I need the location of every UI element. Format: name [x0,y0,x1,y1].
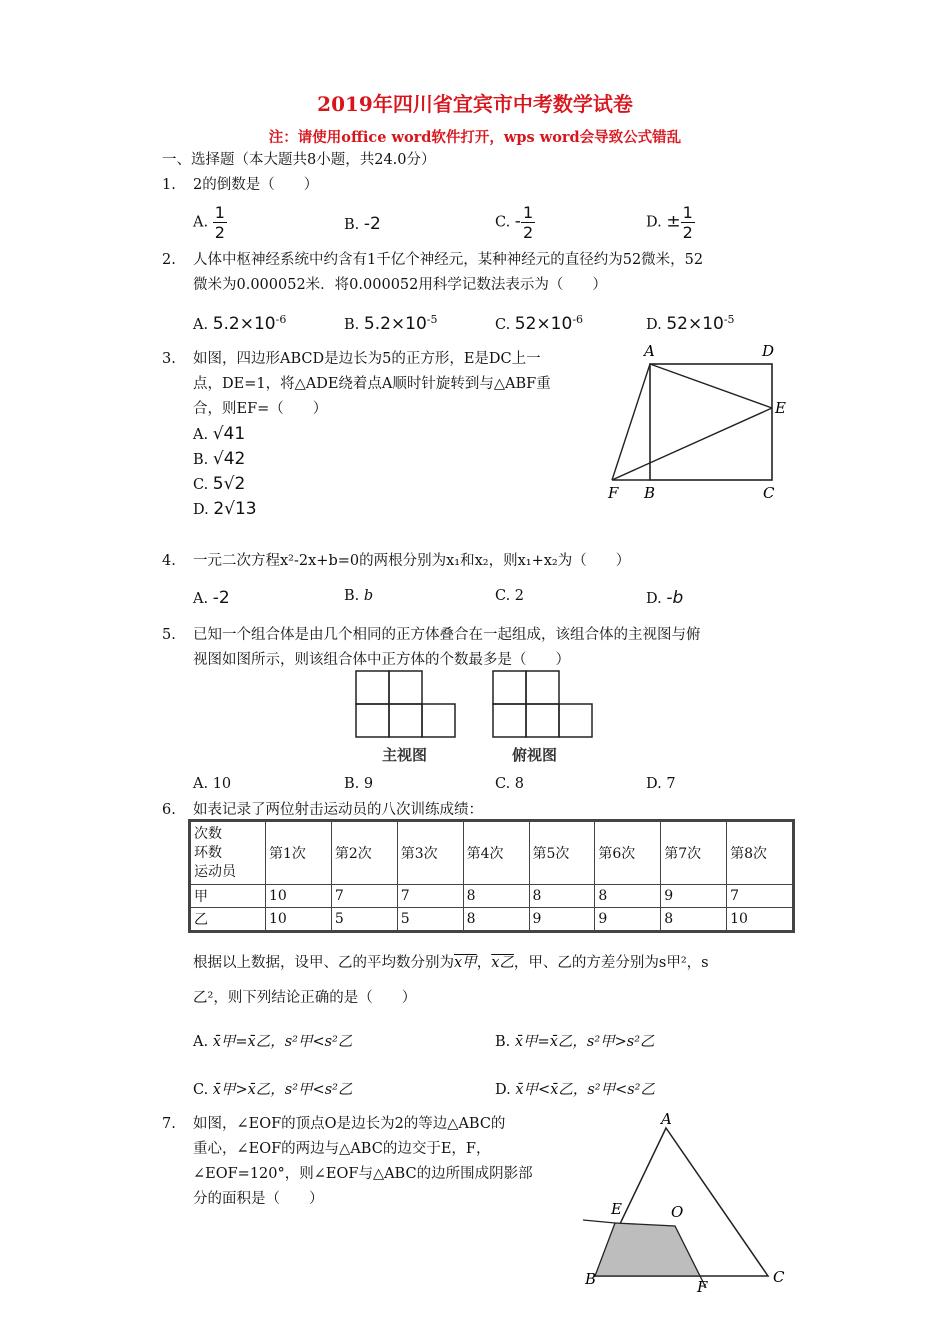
option-label: C. [495,776,511,792]
option-value: √42 [212,449,246,469]
label-e: E [775,399,786,417]
q2-option-c[interactable] [495,313,583,334]
q5-option-b[interactable] [344,776,373,792]
q3-stem-line3: 合，则EF=（ ） [193,401,328,417]
exponent: -5 [426,313,438,326]
label-f: F [697,1278,708,1296]
label-a: A [644,342,655,360]
ray-oe [583,1220,615,1223]
q6-number: 6. [162,802,176,818]
option-value: x̄甲=x̄乙，s²甲<s²乙 [212,1034,353,1050]
option-label: A. [193,214,209,231]
option-value: 52×10 [666,313,724,334]
table-header-cell: 第5次 [529,822,595,885]
segment-fe [612,408,772,480]
q4-option-d[interactable] [646,588,683,608]
q3-option-a[interactable] [193,424,245,444]
square-abcd [650,364,772,480]
option-label: D. [646,316,662,333]
table-row [191,885,793,908]
option-label: C. [495,316,511,333]
option-value: x̄甲=x̄乙，s²甲>s²乙 [514,1034,655,1050]
option-value: -2 [212,588,230,608]
shaded-region [595,1223,700,1276]
option-label: C. [495,214,511,231]
option-value: x̄甲<x̄乙，s²甲<s²乙 [515,1082,655,1098]
q2-option-d[interactable] [646,313,735,334]
option-label: B. [495,1034,511,1050]
score-cell: 8 [661,908,727,931]
table-row [191,908,793,931]
q7-stem-line3: ∠EOF=120°，则∠EOF与△ABC的边所围成阴影部 [193,1166,533,1182]
option-label: A. [193,427,209,443]
option-value: 9 [363,776,374,792]
option-value: 10 [212,776,232,792]
q3-stem-line1: 如图，四边形ABCD是边长为5的正方形，E是DC上一 [193,351,541,367]
table-header-cell: 第7次 [661,822,727,885]
option-value: 7 [666,776,676,792]
q7-triangle-figure [575,1108,795,1300]
label-d: D [762,342,775,360]
score-cell: 10 [727,908,793,931]
minus-sign: - [514,211,521,232]
q6-score-table [190,821,793,931]
table-header-cell: 第2次 [331,822,397,885]
option-label: D. [646,776,662,792]
score-cell: 9 [529,908,595,931]
q3-option-b[interactable] [193,449,245,469]
q7-stem-line2: 重心，∠EOF的两边与△ABC的边交于E，F， [193,1141,491,1157]
top-view-caption: 俯视图 [512,746,558,764]
option-value: 5.2×10 [212,313,276,334]
mean-jia: x甲 [454,955,477,971]
q2-stem-line2: 微米为0.000052米．将0.000052用科学记数法表示为（ ） [193,277,607,293]
option-value: x̄甲>x̄乙，s²甲<s²乙 [212,1082,353,1098]
option-value: √41 [212,424,246,444]
q1-option-c[interactable] [495,203,535,242]
option-value: -b [666,588,684,608]
option-value: 52×10 [514,313,573,334]
q2-number: 2. [162,252,176,268]
q5-option-a[interactable] [193,776,231,792]
q5-option-d[interactable] [646,776,676,792]
option-label: A. [193,316,209,333]
table-header-row [191,822,793,885]
top-view [493,671,592,737]
score-cell: 9 [595,908,661,931]
table-header-cell: 第6次 [595,822,661,885]
q6-option-c[interactable] [193,1078,352,1099]
exponent: -5 [723,313,735,326]
label-f: F [608,484,619,502]
option-label: A. [193,1034,209,1050]
q7-stem-line1: 如图，∠EOF的顶点O是边长为2的等边△ABC的 [193,1116,506,1132]
exponent: -6 [572,313,584,326]
score-cell: 5 [331,908,397,931]
option-label: D. [646,591,662,607]
q6-after-line1: 根据以上数据，设甲、乙的平均数分别为x甲，x乙，甲、乙的方差分别为s甲²，s [193,955,709,971]
option-label: B. [344,776,360,792]
q2-stem-line1: 人体中枢神经系统中约含有1千亿个神经元，某种神经元的直径约为52微米，52 [193,252,704,268]
format-notice: 注：请使用office word软件打开，wps word会导致公式错乱 [268,129,682,146]
text-segment: ，甲、乙的方差分别为s甲²，s [513,955,709,971]
q7-number: 7. [162,1116,176,1132]
q4-stem: 一元二次方程x²-2x+b=0的两根分别为x₁和x₂，则x₁+x₂为（ ） [193,553,631,569]
q3-stem-line2: 点，DE=1，将△ADE绕着点A顺时针旋转到与△ABF重 [193,376,551,392]
label-o: O [671,1203,684,1221]
label-e: E [611,1200,622,1218]
option-value: 8 [514,776,525,792]
q1-option-d[interactable] [646,203,695,242]
plus-minus-sign: ± [666,211,681,232]
option-label: A. [193,591,209,607]
score-cell: 9 [661,885,727,908]
q1-stem: 2的倒数是（ ） [193,177,319,193]
mean-yi: x乙 [491,955,514,971]
option-label: B. [344,316,360,333]
option-value: 2 [514,588,525,604]
score-cell: 8 [463,908,529,931]
score-cell: 8 [463,885,529,908]
q4-number: 4. [162,553,176,569]
table-header-cell: 第3次 [397,822,463,885]
q6-after-line2: 乙²，则下列结论正确的是（ ） [193,990,417,1006]
q4-option-b[interactable] [344,588,373,604]
option-label: A. [193,776,209,792]
exponent: -6 [275,313,287,326]
option-label: C. [193,1082,209,1098]
label-b: B [585,1270,597,1288]
q7-stem-line4: 分的面积是（ ） [193,1191,324,1207]
q2-option-b[interactable] [344,313,438,334]
score-cell: 8 [529,885,595,908]
option-label: C. [193,477,209,493]
q1-number: 1. [162,177,176,193]
score-cell: 8 [595,885,661,908]
label-a: A [661,1110,672,1128]
score-cell: 10 [266,908,332,931]
label-c: C [763,484,775,502]
q3-number: 3. [162,351,176,367]
score-cell: 7 [397,885,463,908]
fraction: $\frac{1}{2}$ [522,203,534,242]
q4-option-c[interactable] [495,588,524,604]
option-label: B. [193,452,209,468]
q3-option-c[interactable] [193,474,245,494]
segment-ae [650,364,772,408]
q5-number: 5. [162,627,176,643]
fraction: $\frac{1}{2}$ [682,203,693,242]
option-label: B. [344,217,360,233]
option-value: 2√13 [213,499,257,519]
q5-option-c[interactable] [495,776,524,792]
q3-square-figure [598,338,798,508]
front-view-caption: 主视图 [382,746,428,764]
q5-stem-line1: 已知一个组合体是由几个相同的正方体叠合在一起组成，该组合体的主视图与俯 [193,627,701,643]
option-label: D. [193,502,209,518]
front-view [356,671,455,737]
label-c: C [773,1268,785,1286]
q6-option-b[interactable] [495,1030,655,1051]
option-label: D. [495,1082,511,1098]
label-b: B [644,484,656,502]
q2-option-a[interactable] [193,313,286,334]
segment-af [612,364,650,480]
q3-option-d[interactable] [193,499,257,519]
score-cell: 5 [397,908,463,931]
score-cell: 7 [727,885,793,908]
text-segment: 根据以上数据，设甲、乙的平均数分别为 [193,955,454,971]
q5-views-figure [350,668,610,768]
score-cell: 7 [331,885,397,908]
option-value: b [363,588,374,604]
q1-option-b[interactable] [344,214,381,234]
q1-option-a[interactable] [193,203,227,242]
page-title: 2019年四川省宜宾市中考数学试卷 [317,92,633,116]
q6-option-d[interactable] [495,1078,655,1099]
table-header-cell: 第4次 [463,822,529,885]
option-value: -2 [363,214,381,234]
athlete-name: 甲 [191,885,266,908]
q6-intro: 如表记录了两位射击运动员的八次训练成绩： [193,802,483,818]
option-label: D. [646,214,662,231]
fraction: $\frac{1}{2}$ [214,203,225,242]
q5-stem-line2: 视图如图所示，则该组合体中正方体的个数最多是（ ） [193,652,570,668]
q6-option-a[interactable] [193,1030,352,1051]
q4-option-a[interactable] [193,588,230,608]
table-header-cell: 第8次 [727,822,793,885]
score-cell: 10 [266,885,332,908]
option-label: B. [344,588,360,604]
option-label: C. [495,588,511,604]
corner-cell: 次数 环数 运动员 [191,822,266,885]
option-value: 5√2 [212,474,246,494]
athlete-name: 乙 [191,908,266,931]
option-value: 5.2×10 [363,313,427,334]
section-heading: 一、选择题（本大题共8小题，共24.0分） [162,152,436,168]
table-header-cell: 第1次 [266,822,332,885]
